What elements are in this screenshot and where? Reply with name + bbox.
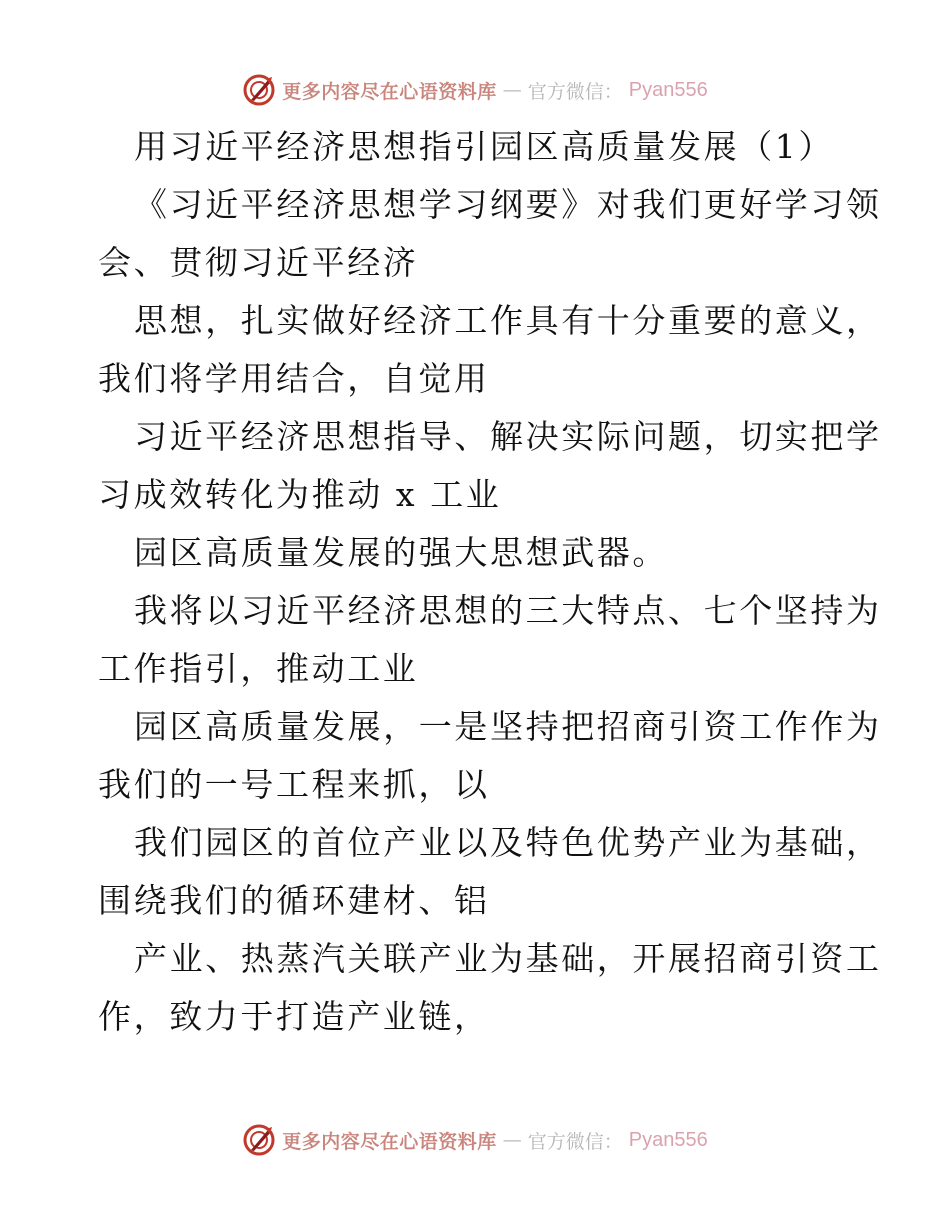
paragraph-line: 习近平经济思想指导、解决实际问题，切实把学 (134, 417, 882, 456)
banner-dash: — (502, 1129, 522, 1151)
paragraph-line: 园区高质量发展的强大思想武器。 (134, 533, 668, 572)
banner-wechat-id: Pyan556 (628, 78, 708, 101)
banner-site-text: 更多内容尽在心语资料库 (282, 80, 497, 103)
paragraph-line: 工作指引，推动工业 (98, 649, 419, 688)
paragraph-line: 我们将学用结合，自觉用 (98, 359, 490, 398)
paragraph-line: 产业、热蒸汽关联产业为基础，开展招商引资工 (134, 939, 882, 978)
paragraph-line: 习成效转化为推动 x 工业 (98, 475, 502, 514)
paragraph-line: 我们的一号工程来抓，以 (98, 765, 490, 804)
banner-dash: — (502, 79, 522, 101)
footer-banner (0, 1120, 950, 1160)
banner-wechat-label: 官方微信： (527, 80, 623, 103)
paragraph-line: 《习近平经济思想学习纲要》对我们更好学习领 (134, 185, 882, 224)
quill-pen-logo-icon (242, 1123, 276, 1157)
footer-banner-content (242, 1123, 708, 1157)
document-title: 用习近平经济思想指引园区高质量发展（1） (134, 127, 834, 166)
paragraph-line: 思想，扎实做好经济工作具有十分重要的意义， (134, 301, 882, 340)
quill-pen-logo-icon (242, 73, 276, 107)
header-banner-content (242, 73, 708, 107)
header-banner (0, 70, 950, 110)
paragraph-line: 作，致力于打造产业链， (98, 997, 490, 1036)
paragraph-line: 园区高质量发展，一是坚持把招商引资工作作为 (134, 707, 882, 746)
paragraph-line: 会、贯彻习近平经济 (98, 243, 419, 282)
banner-site-text: 更多内容尽在心语资料库 (282, 1130, 497, 1153)
document-body (98, 118, 882, 1046)
banner-wechat-label: 官方微信： (527, 1130, 623, 1153)
paragraph-line: 围绕我们的循环建材、铝 (98, 881, 490, 920)
paragraph-line: 我将以习近平经济思想的三大特点、七个坚持为 (134, 591, 882, 630)
paragraph-line: 我们园区的首位产业以及特色优势产业为基础， (134, 823, 882, 862)
banner-wechat-id: Pyan556 (628, 1128, 708, 1151)
